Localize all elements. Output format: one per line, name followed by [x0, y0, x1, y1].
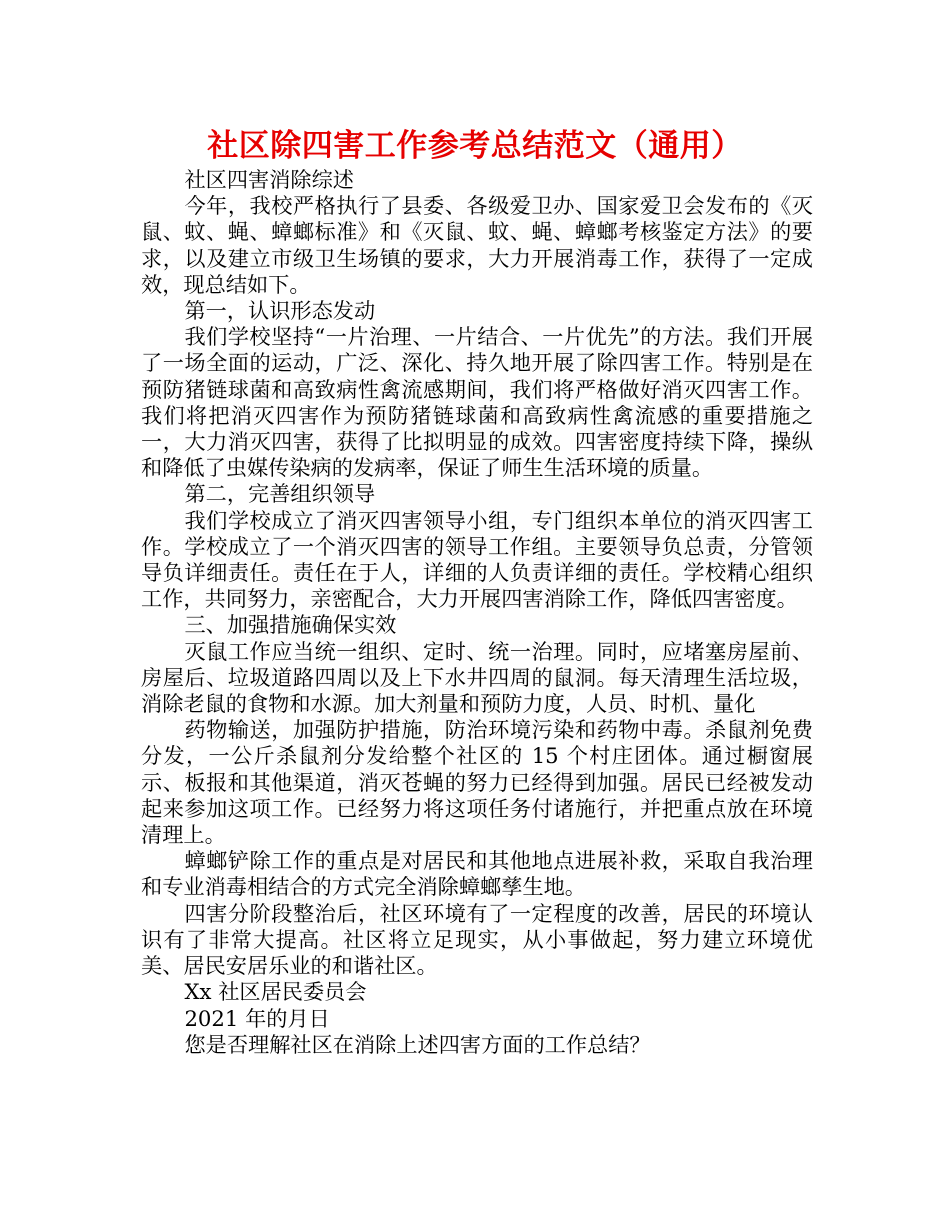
document-body — [141, 167, 813, 1058]
paragraph-drug-delivery: 药物输送，加强防护措施，防治环境污染和药物中毒。杀鼠剂免费分发，一公斤杀鼠剂分发给整个社区的 15 个村庄团体。通过橱窗展示、板报和其他渠道，消灭苍蝇的努力已经得到加强。居民已经被发动起来参加这项工作。已经努力将这项任务付诸施行，并把重点放在环境清理上。 — [141, 717, 813, 848]
signature-organization: Xx 社区居民委员会 — [184, 979, 367, 1005]
section-heading-1: 第一，认识形态发动 — [184, 298, 376, 324]
paragraph-section-1: 我们学校坚持“一片治理、一片结合、一片优先”的方法。我们开展了一场全面的运动，广泛、深化、持久地开展了除四害工作。特别是在预防猪链球菌和高致病性禽流感期间，我们将严格做好消灭四害工作。我们将把消灭四害作为预防猪链球菌和高致病性禽流感的重要措施之一，大力消灭四害，获得了比拟明显的成效。四害密度持续下降，操纵和降低了虫媒传染病的发病率，保证了师生生活环境的质量。 — [141, 324, 813, 481]
document-title: 社区除四害工作参考总结范文（通用） — [207, 128, 743, 164]
paragraph-section-2: 我们学校成立了消灭四害领导小组，专门组织本单位的消灭四害工作。学校成立了一个消灭四害的领导工作组。主要领导负总责，分管领导负详细责任。责任在于人，详细的人负责详细的责任。学校精心组织工作，共同努力，亲密配合，大力开展四害消除工作，降低四害密度。 — [141, 507, 813, 612]
paragraph-intro: 今年，我校严格执行了县委、各级爱卫办、国家爱卫会发布的《灭鼠、蚊、蝇、蟑螂标准》和《灭鼠、蚊、蝇、蟑螂考核鉴定方法》的要求，以及建立市级卫生场镇的要求，大力开展消毒工作，获得了一定成效，现总结如下。 — [141, 193, 813, 297]
closing-question: 您是否理解社区在消除上述四害方面的工作总结？ — [184, 1031, 651, 1057]
paragraph-rodent-control: 灭鼠工作应当统一组织、定时、统一治理。同时，应堵塞房屋前、房屋后、垃圾道路四周以及上下水井四周的鼠洞。每天清理生活垃圾，消除老鼠的食物和水源。加大剂量和预防力度，人员、时机、量化 — [141, 638, 813, 717]
paragraph-cockroach-control: 蟑螂铲除工作的重点是对居民和其他地点进展补救，采取自我治理和专业消毒相结合的方式完全消除蟑螂孳生地。 — [141, 848, 813, 900]
paragraph-conclusion: 四害分阶段整治后，社区环境有了一定程度的改善，居民的环境认识有了非常大提高。社区将立足现实，从小事做起，努力建立环境优美、居民安居乐业的和谐社区。 — [141, 900, 813, 979]
signature-date: 2021 年的月日 — [184, 1005, 330, 1031]
section-heading-3: 三、加强措施确保实效 — [184, 612, 397, 638]
section-intro-heading: 社区四害消除综述 — [184, 167, 354, 192]
section-heading-2: 第二，完善组织领导 — [184, 481, 376, 507]
